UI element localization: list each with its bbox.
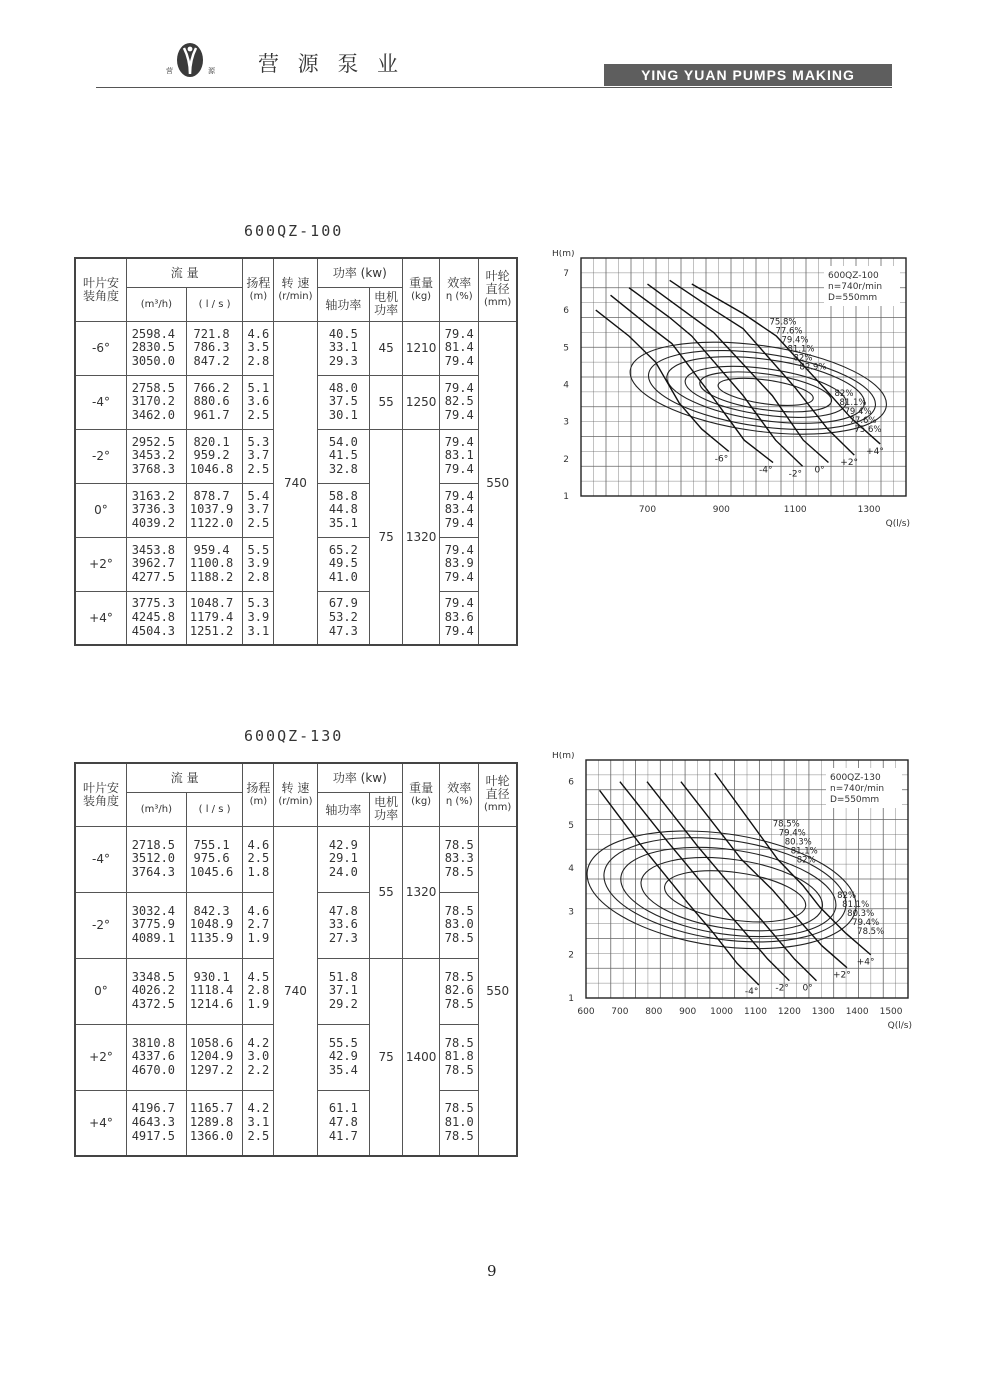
col-shaft-power: 轴功率 bbox=[317, 287, 370, 321]
x-tick-label: 800 bbox=[645, 1007, 663, 1017]
head-cell: 5.3 3.7 2.5 bbox=[243, 429, 274, 483]
impeller-cell: 550 bbox=[479, 826, 517, 1156]
efficiency-label: 82% bbox=[837, 891, 857, 902]
col-weight: 重量 (kg) bbox=[403, 763, 440, 826]
spec-table-600qz-100 bbox=[74, 257, 518, 646]
flow-ls-cell: 721.8 786.3 847.2 bbox=[186, 321, 243, 375]
efficiency-label: 81.1% bbox=[842, 900, 870, 911]
col-power: 功率 (kw) bbox=[317, 763, 403, 792]
flow-ls-cell: 959.4 1100.8 1188.2 bbox=[186, 537, 243, 591]
col-power: 功率 (kw) bbox=[317, 258, 403, 287]
shaft-power-cell: 47.8 33.6 27.3 bbox=[317, 892, 370, 958]
x-tick-label: 700 bbox=[611, 1007, 629, 1017]
angle-curve bbox=[647, 782, 816, 981]
efficiency-label: 82% bbox=[793, 353, 813, 364]
y-axis-label: H(m) bbox=[552, 752, 575, 761]
flow-ls-cell: 878.7 1037.9 1122.0 bbox=[186, 483, 243, 537]
curve-label: -2° bbox=[788, 469, 803, 480]
y-tick-label: 5 bbox=[563, 343, 569, 354]
y-tick-label: 6 bbox=[563, 306, 569, 317]
col-flow: 流 量 bbox=[127, 763, 243, 792]
flow-m3h-cell: 2598.4 2830.5 3050.0 bbox=[127, 321, 187, 375]
col-motor-power: 电机 功率 bbox=[370, 792, 403, 826]
blade-angle-cell: +4° bbox=[75, 591, 127, 645]
efficiency-label: 81.1% bbox=[839, 398, 867, 409]
col-head: 扬程 (m) bbox=[243, 763, 274, 826]
head-cell: 5.4 3.7 2.5 bbox=[243, 483, 274, 537]
efficiency-cell: 79.4 83.6 79.4 bbox=[440, 591, 479, 645]
col-flow-ls: ( l / s ) bbox=[186, 792, 243, 826]
curve-label: +4° bbox=[866, 446, 884, 457]
efficiency-contour bbox=[579, 815, 863, 964]
head-cell: 4.2 3.1 2.5 bbox=[243, 1090, 274, 1156]
shaft-power-cell: 51.8 37.1 29.2 bbox=[317, 958, 370, 1024]
efficiency-label: 81.1% bbox=[790, 846, 818, 857]
efficiency-label: 79.4% bbox=[778, 828, 806, 839]
flow-m3h-cell: 3348.5 4026.2 4372.5 bbox=[127, 958, 187, 1024]
y-tick-label: 3 bbox=[568, 907, 574, 918]
efficiency-label: 78.5% bbox=[857, 927, 885, 938]
efficiency-cell: 79.4 83.1 79.4 bbox=[440, 429, 479, 483]
col-flow-m3h: (m³/h) bbox=[127, 792, 187, 826]
head-cell: 4.5 2.8 1.9 bbox=[243, 958, 274, 1024]
x-tick-label: 1500 bbox=[879, 1007, 903, 1017]
efficiency-label: 79.4% bbox=[781, 335, 809, 346]
flow-m3h-cell: 2718.5 3512.0 3764.3 bbox=[127, 826, 187, 892]
blade-angle-cell: -6° bbox=[75, 321, 127, 375]
x-tick-label: 1400 bbox=[845, 1007, 869, 1017]
flow-ls-cell: 1165.7 1289.8 1366.0 bbox=[186, 1090, 243, 1156]
curve-label: +2° bbox=[840, 458, 859, 469]
col-head: 扬程 (m) bbox=[243, 258, 274, 321]
blade-angle-cell: +2° bbox=[75, 537, 127, 591]
model-title-600qz-100: 600QZ-100 bbox=[244, 222, 344, 240]
col-flow: 流 量 bbox=[127, 258, 243, 287]
blade-angle-cell: -4° bbox=[75, 375, 127, 429]
flow-ls-cell: 755.1 975.6 1045.6 bbox=[186, 826, 243, 892]
logo-char-right: 源 bbox=[208, 67, 215, 75]
y-tick-label: 7 bbox=[563, 268, 569, 279]
efficiency-label: 78.5% bbox=[772, 819, 800, 830]
legend-text: n=740r/min bbox=[828, 282, 883, 292]
flow-ls-cell: 930.1 1118.4 1214.6 bbox=[186, 958, 243, 1024]
table-row bbox=[75, 321, 517, 375]
motor-power-cell: 55 bbox=[370, 826, 403, 958]
y-tick-label: 4 bbox=[563, 380, 569, 391]
y-tick-label: 3 bbox=[563, 417, 569, 428]
head-cell: 5.1 3.6 2.5 bbox=[243, 375, 274, 429]
flow-m3h-cell: 2952.5 3453.2 3768.3 bbox=[127, 429, 187, 483]
shaft-power-cell: 61.1 47.8 41.7 bbox=[317, 1090, 370, 1156]
impeller-cell: 550 bbox=[479, 321, 517, 645]
flow-m3h-cell: 2758.5 3170.2 3462.0 bbox=[127, 375, 187, 429]
curve-label: 0° bbox=[814, 465, 825, 476]
y-tick-label: 1 bbox=[563, 492, 569, 502]
blade-angle-cell: -4° bbox=[75, 826, 127, 892]
speed-cell: 740 bbox=[274, 826, 317, 1156]
shaft-power-cell: 54.0 41.5 32.8 bbox=[317, 429, 370, 483]
flow-m3h-cell: 3163.2 3736.3 4039.2 bbox=[127, 483, 187, 537]
col-speed: 转 速 (r/min) bbox=[274, 763, 317, 826]
legend-text: n=740r/min bbox=[830, 784, 885, 794]
legend-text: D=550mm bbox=[830, 795, 880, 805]
shaft-power-cell: 65.2 49.5 41.0 bbox=[317, 537, 370, 591]
x-axis-label: Q(l/s) bbox=[887, 1021, 912, 1031]
col-blade-angle: 叶片安 装角度 bbox=[75, 763, 127, 826]
flow-ls-cell: 1058.6 1204.9 1297.2 bbox=[186, 1024, 243, 1090]
blade-angle-cell: -2° bbox=[75, 892, 127, 958]
efficiency-label: 80.3% bbox=[847, 909, 875, 920]
y-tick-label: 6 bbox=[568, 777, 574, 788]
curve-label: 0° bbox=[802, 983, 813, 994]
efficiency-label: 77.6% bbox=[775, 326, 803, 337]
blade-angle-cell: +4° bbox=[75, 1090, 127, 1156]
flow-ls-cell: 1048.7 1179.4 1251.2 bbox=[186, 591, 243, 645]
flow-m3h-cell: 3810.8 4337.6 4670.0 bbox=[127, 1024, 187, 1090]
head-cell: 5.3 3.9 3.1 bbox=[243, 591, 274, 645]
blade-angle-cell: 0° bbox=[75, 483, 127, 537]
weight-cell: 1400 bbox=[403, 958, 440, 1156]
efficiency-cell: 79.4 81.4 79.4 bbox=[440, 321, 479, 375]
motor-power-cell: 55 bbox=[370, 375, 403, 429]
y-axis-label: H(m) bbox=[552, 250, 575, 259]
efficiency-cell: 79.4 83.4 79.4 bbox=[440, 483, 479, 537]
efficiency-label: 82% bbox=[834, 389, 854, 400]
y-tick-label: 4 bbox=[568, 864, 574, 875]
col-impeller: 叶轮 直径 (mm) bbox=[479, 258, 517, 321]
header-divider bbox=[96, 87, 892, 88]
page-number: 9 bbox=[487, 1262, 497, 1280]
flow-m3h-cell: 3032.4 3775.9 4089.1 bbox=[127, 892, 187, 958]
efficiency-cell: 78.5 83.0 78.5 bbox=[440, 892, 479, 958]
head-cell: 4.2 3.0 2.2 bbox=[243, 1024, 274, 1090]
efficiency-label: 80.3% bbox=[784, 837, 812, 848]
speed-cell: 740 bbox=[274, 321, 317, 645]
table-row bbox=[75, 826, 517, 892]
flow-m3h-cell: 3775.3 4245.8 4504.3 bbox=[127, 591, 187, 645]
y-tick-label: 2 bbox=[563, 454, 569, 465]
flow-m3h-cell: 3453.8 3962.7 4277.5 bbox=[127, 537, 187, 591]
company-logo bbox=[160, 40, 220, 80]
col-weight: 重量 (kg) bbox=[403, 258, 440, 321]
performance-chart-600qz-100 bbox=[548, 250, 918, 535]
curve-label: -6° bbox=[714, 454, 729, 465]
efficiency-label: 77.6% bbox=[849, 416, 877, 427]
efficiency-cell: 78.5 81.0 78.5 bbox=[440, 1090, 479, 1156]
curve-label: -4° bbox=[744, 987, 759, 997]
col-flow-m3h: (m³/h) bbox=[127, 287, 187, 321]
weight-cell: 1210 bbox=[403, 321, 440, 375]
x-tick-label: 1100 bbox=[783, 505, 807, 515]
efficiency-cell: 79.4 83.9 79.4 bbox=[440, 537, 479, 591]
col-efficiency: 效率 η (%) bbox=[440, 763, 479, 826]
col-shaft-power: 轴功率 bbox=[317, 792, 370, 826]
shaft-power-cell: 42.9 29.1 24.0 bbox=[317, 826, 370, 892]
curve-label: +2° bbox=[832, 970, 851, 981]
flow-m3h-cell: 4196.7 4643.3 4917.5 bbox=[127, 1090, 187, 1156]
x-tick-label: 900 bbox=[712, 505, 730, 515]
efficiency-label: 75.6% bbox=[854, 425, 882, 436]
head-cell: 5.5 3.9 2.8 bbox=[243, 537, 274, 591]
model-title-600qz-130: 600QZ-130 bbox=[244, 727, 344, 745]
angle-curve bbox=[596, 310, 729, 451]
efficiency-cell: 78.5 83.3 78.5 bbox=[440, 826, 479, 892]
efficiency-label: 79.4% bbox=[852, 918, 880, 929]
x-tick-label: 600 bbox=[577, 1007, 595, 1017]
flow-ls-cell: 842.3 1048.9 1135.9 bbox=[186, 892, 243, 958]
y-tick-label: 2 bbox=[568, 950, 574, 961]
motor-power-cell: 45 bbox=[370, 321, 403, 375]
x-tick-label: 1100 bbox=[744, 1007, 767, 1017]
x-tick-label: 900 bbox=[679, 1007, 697, 1017]
motor-power-cell: 75 bbox=[370, 958, 403, 1156]
efficiency-cell: 78.5 82.6 78.5 bbox=[440, 958, 479, 1024]
head-cell: 4.6 3.5 2.8 bbox=[243, 321, 274, 375]
head-cell: 4.6 2.7 1.9 bbox=[243, 892, 274, 958]
curve-label: -2° bbox=[775, 983, 789, 994]
logo-char-left: 营 bbox=[166, 67, 173, 75]
efficiency-label: 82% bbox=[796, 855, 816, 866]
col-motor-power: 电机 功率 bbox=[370, 287, 403, 321]
x-tick-label: 700 bbox=[638, 505, 657, 515]
col-speed: 转 速 (r/min) bbox=[274, 258, 317, 321]
curve-label: -4° bbox=[759, 465, 773, 476]
x-axis-label: Q(l/s) bbox=[885, 519, 910, 529]
shaft-power-cell: 58.8 44.8 35.1 bbox=[317, 483, 370, 537]
blade-angle-cell: +2° bbox=[75, 1024, 127, 1090]
spec-table-600qz-130 bbox=[74, 762, 518, 1157]
col-efficiency: 效率 η (%) bbox=[440, 258, 479, 321]
y-tick-label: 5 bbox=[568, 820, 574, 831]
brand-name-english: YING YUAN PUMPS MAKING bbox=[604, 64, 892, 86]
col-impeller: 叶轮 直径 (mm) bbox=[479, 763, 517, 826]
shaft-power-cell: 40.5 33.1 29.3 bbox=[317, 321, 370, 375]
efficiency-label: 82.9% bbox=[799, 362, 827, 373]
col-flow-ls: ( l / s ) bbox=[186, 287, 243, 321]
legend-text: 600QZ-130 bbox=[830, 773, 881, 783]
blade-angle-cell: 0° bbox=[75, 958, 127, 1024]
shaft-power-cell: 48.0 37.5 30.1 bbox=[317, 375, 370, 429]
efficiency-label: 79.4% bbox=[844, 407, 872, 418]
legend-text: D=550mm bbox=[828, 293, 878, 303]
x-tick-label: 1000 bbox=[710, 1007, 734, 1017]
x-tick-label: 1300 bbox=[811, 1007, 835, 1017]
efficiency-cell: 79.4 82.5 79.4 bbox=[440, 375, 479, 429]
shaft-power-cell: 55.5 42.9 35.4 bbox=[317, 1024, 370, 1090]
performance-chart-600qz-130 bbox=[548, 752, 918, 1037]
shaft-power-cell: 67.9 53.2 47.3 bbox=[317, 591, 370, 645]
legend-text: 600QZ-100 bbox=[828, 271, 879, 281]
x-tick-label: 1300 bbox=[857, 505, 881, 515]
x-tick-label: 1200 bbox=[777, 1007, 801, 1017]
curve-label: +4° bbox=[856, 957, 875, 968]
weight-cell: 1250 bbox=[403, 375, 440, 429]
efficiency-label: 81.1% bbox=[787, 344, 815, 355]
blade-angle-cell: -2° bbox=[75, 429, 127, 483]
motor-power-cell: 75 bbox=[370, 429, 403, 645]
efficiency-label: 75.8% bbox=[769, 317, 797, 328]
weight-cell: 1320 bbox=[403, 826, 440, 958]
weight-cell: 1320 bbox=[403, 429, 440, 645]
col-blade-angle: 叶片安 装角度 bbox=[75, 258, 127, 321]
efficiency-cell: 78.5 81.8 78.5 bbox=[440, 1024, 479, 1090]
flow-ls-cell: 766.2 880.6 961.7 bbox=[186, 375, 243, 429]
brand-name-chinese: 营 源 泵 业 bbox=[258, 52, 405, 76]
flow-ls-cell: 820.1 959.2 1046.8 bbox=[186, 429, 243, 483]
angle-curve bbox=[681, 782, 847, 968]
head-cell: 4.6 2.5 1.8 bbox=[243, 826, 274, 892]
y-tick-label: 1 bbox=[568, 994, 574, 1004]
